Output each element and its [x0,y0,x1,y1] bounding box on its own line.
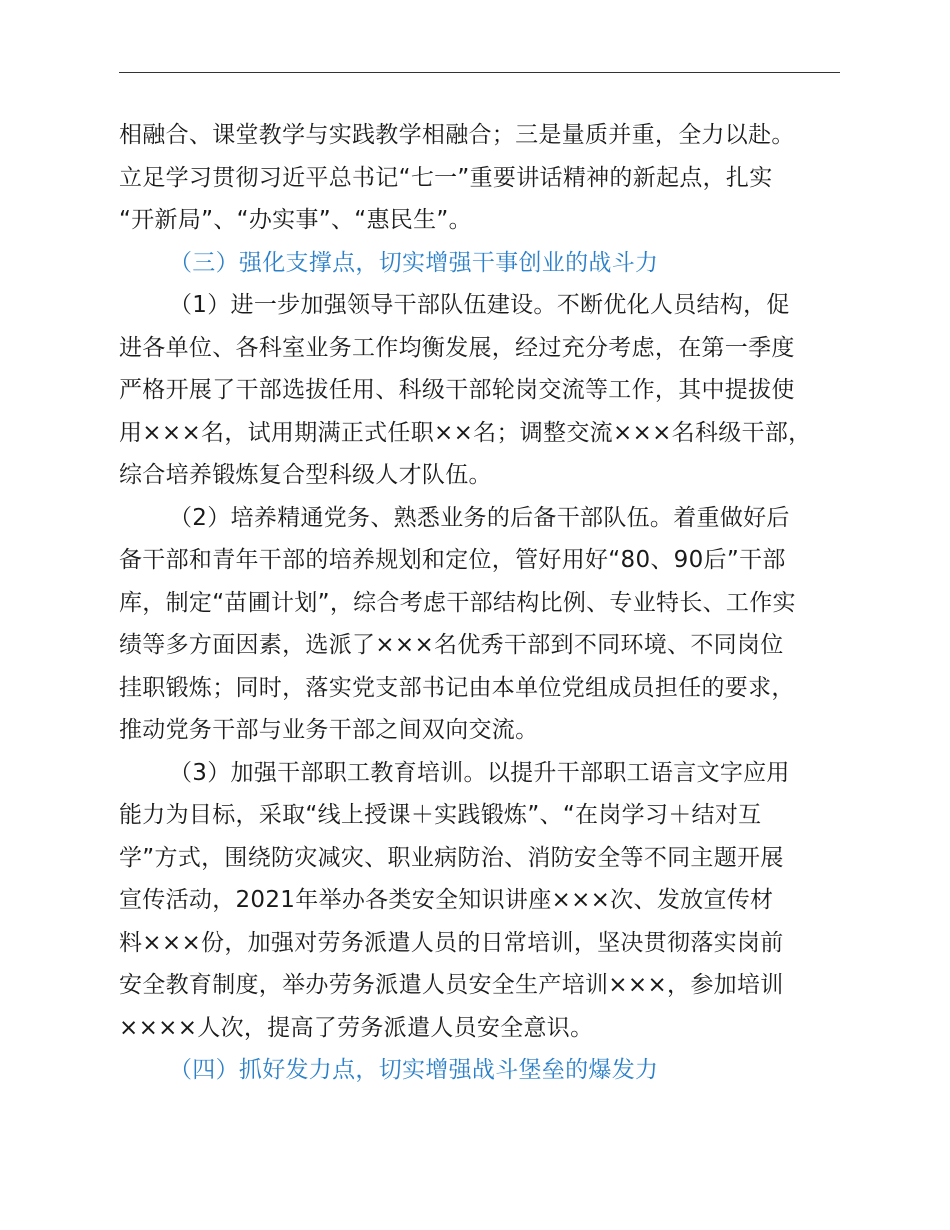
paragraph-item-1 [119,284,849,497]
text-line: （3）加强干部职工教育培训。以提升干部职工语言文字应用 [169,759,790,786]
text-line: “开新局”、“办实事”、“惠民生”。 [119,207,472,233]
text-line: 相融合、课堂教学与实践教学相融合；三是量质并重，全力以赴。 [119,122,795,148]
text-line: 学”方式，围绕防灾减灾、职业病防治、消防安全等不同主题开展 [119,844,784,871]
text-line: 用×××名，试用期满正式任职××名；调整交流×××名科级干部， [119,419,812,446]
section-heading-3 [119,242,849,285]
text-line: 综合培养锻炼复合型科级人才队伍。 [119,462,492,488]
text-line: 立足学习贯彻习近平总书记“七一”重要讲话精神的新起点，扎实 [119,164,773,191]
heading-line: （三）强化支撑点，切实增强干事创业的战斗力 [169,249,659,276]
header-rule [119,72,840,73]
text-line: 宣传活动，2021年举办各类安全知识讲座×××次、发放宣传材 [119,887,774,913]
text-line: 能力为目标，采取“线上授课＋实践锻炼”、“在岗学习＋结对互 [119,802,762,828]
section-heading-4 [119,1049,849,1092]
document-body [119,114,849,1092]
text-line: ××××人次，提高了劳务派遣人员安全意识。 [119,1014,594,1041]
paragraph-continuation [119,114,849,242]
text-line: 严格开展了干部选拔任用、科级干部轮岗交流等工作，其中提拔使 [119,377,795,403]
text-line: 进各单位、各科室业务工作均衡发展，经过充分考虑，在第一季度 [119,334,795,361]
text-line: （1）进一步加强领导干部队伍建设。不断优化人员结构，促 [169,292,790,318]
text-line: 推动党务干部与业务干部之间双向交流。 [119,717,539,743]
paragraph-item-3 [119,752,849,1050]
text-line: （2）培养精通党务、熟悉业务的后备干部队伍。着重做好后 [169,504,790,531]
heading-line: （四）抓好发力点，切实增强战斗堡垒的爆发力 [169,1057,659,1083]
text-line: 绩等多方面因素，选派了×××名优秀干部到不同环境、不同岗位 [119,632,784,658]
text-line: 库，制定“苗圃计划”，综合考虑干部结构比例、专业特长、工作实 [119,589,796,616]
text-line: 备干部和青年干部的培养规划和定位，管好用好“80、90后”干部 [119,547,786,573]
text-line: 料×××份，加强对劳务派遣人员的日常培训，坚决贯彻落实岗前 [119,929,784,956]
paragraph-item-2 [119,497,849,752]
text-line: 安全教育制度，举办劳务派遣人员安全生产培训×××，参加培训 [119,972,784,998]
text-line: 挂职锻炼；同时，落实党支部书记由本单位党组成员担任的要求， [119,674,795,701]
